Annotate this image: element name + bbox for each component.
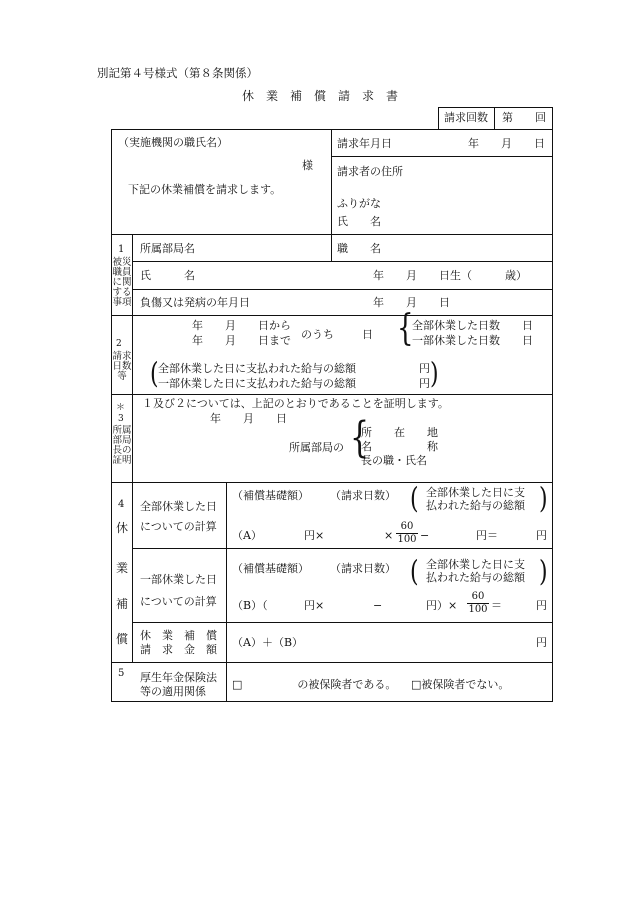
claim-days-label-b: （請求日数） [330,562,396,575]
total-formula: （A）＋（B） [232,636,304,649]
section2-number: 2 [116,339,122,349]
section1-number: 1 [118,244,125,255]
request-date-value: 年 月 日 [468,137,545,150]
total-yen: 円 [536,636,547,649]
full-calc-label-2: についての計算 [140,520,217,533]
calc-a-fraction [396,522,418,545]
pay-left-paren: ( [150,358,159,391]
full-calc-label-1: 全部休業した日 [140,500,217,513]
section3-star: ＊ [116,403,126,413]
calc-b-fraction [467,592,489,615]
partial-calc-label-2: についての計算 [140,595,217,608]
top-vertical-divider [331,129,332,261]
paid-right-paren-a: ) [539,483,548,516]
calc-b-label: （B）（ [232,599,268,612]
partial-pay-label: 一部休業した日に支払われた給与の総額 [158,377,356,390]
calc-b-frac-num: 60 [471,591,485,602]
certification-date: 年 月 日 [210,412,287,425]
paid-left-paren-a: ( [410,483,419,516]
date-row-divider [331,156,552,157]
calc-a-yen: 円 [536,529,547,542]
section4-top-line [111,482,552,483]
count-label: 請求回数 [444,111,488,124]
section3-side-label: 所属部局長の証明 [112,425,132,466]
department-label: 所属部局名 [140,242,195,255]
calc-a-frac-num: 60 [400,521,414,532]
section4-side-divider [132,482,133,662]
side-column-divider [132,234,133,482]
claim-days-label-a: （請求日数） [330,489,396,502]
base-amount-label-a: （補償基礎額） [232,489,309,502]
insurance-label-1: 厚生年金保険法 [140,671,217,684]
calc-a-frac-den: 100 [397,534,417,545]
section4-number: 4 [118,499,125,510]
section3-number: 3 [118,414,124,424]
agency-label: （実施機関の職氏名） [118,136,228,149]
calc-b-yen-times: 円× [304,599,325,612]
days-label: 日 [362,328,373,341]
sama-label: 様 [302,159,313,172]
count-value: 第 回 [502,111,546,124]
dept-name-label: 名 称 [361,440,438,453]
full-days: 全部休業した日数 日 [412,319,533,332]
partial-days: 一部休業した日数 日 [412,334,533,347]
full-paid-a-line2: 払われた給与の総額 [426,499,525,512]
count-box-left [438,107,439,129]
form-number-label: 別記第４号様式（第８条関係） [97,66,258,80]
partial-paid-b-line1: 全部休業した日に支 [426,558,525,571]
birth-date: 年 月 日生（ 歳） [373,269,527,282]
label-column-divider [226,482,227,701]
partial-paid-b-line2: 払われた給与の総額 [426,571,525,584]
address-label: 請求者の住所 [337,165,403,178]
dept-location-label: 所 在 地 [361,426,438,439]
furigana-label: ふりがな [337,197,381,210]
post-label: 職 名 [337,242,381,255]
calc-b-yen: 円 [536,599,547,612]
dept-head-label: 長の職・氏名 [361,454,427,467]
calc-a-yen-times: 円× [304,529,325,542]
insurance-label-2: 等の適用関係 [140,685,206,698]
calc-b-yen-paren-times: 円）× [426,599,458,612]
total-label-2: 請 求 金 額 [140,643,217,656]
section3-top-line [111,394,552,395]
section4-row-line-1 [132,548,552,549]
uchi-label: のうち [301,328,334,341]
count-box-top [438,107,552,108]
calc-b-minus: − [373,599,383,612]
paid-left-paren-b: ( [410,556,419,589]
section1-row-line-2 [132,289,552,290]
request-text: 下記の休業補償を請求します。 [128,183,282,196]
not-insured-option: □被保険者でない。 [411,678,510,691]
dept-prefix: 所属部局の [289,441,344,454]
paid-right-paren-b: ) [539,556,548,589]
insured-option: □ の被保険者である。 [232,678,397,691]
request-date-label: 請求年月日 [337,137,392,150]
employee-name-label: 氏 名 [140,269,195,282]
table-right-border [552,107,553,701]
injury-date-value: 年 月 日 [373,296,450,309]
calc-a-label: （A） [232,529,262,542]
calc-a-minus: − [420,529,430,542]
claimant-name-label: 氏 名 [337,215,381,228]
section1-top-line [111,234,552,235]
section4-row-line-2 [132,622,552,623]
section4-char-4: 償 [116,632,129,646]
calc-a-times: × [384,529,394,542]
base-amount-label-b: （補償基礎額） [232,562,309,575]
table-left-border [111,129,112,701]
section4-char-2: 業 [116,561,129,575]
table-bottom-border [111,701,553,702]
partial-calc-label-1: 一部休業した日 [140,573,217,586]
section4-char-3: 補 [116,597,129,611]
pay-right-paren: ) [430,358,439,391]
section2-side-label: 請求日数等 [112,351,132,382]
period-to: 年 月 日まで [192,334,291,347]
section2-top-line [111,315,552,316]
full-pay-label: 全部休業した日に支払われた給与の総額 [158,362,356,375]
calc-b-equals: ＝ [491,599,502,612]
section1-row-line-1 [132,261,552,262]
full-pay-yen: 円 [419,362,430,375]
dept-brace: { [350,413,370,463]
section4-char-1: 休 [116,521,129,535]
total-label-1: 休 業 補 償 [140,629,217,642]
days-brace: { [397,308,414,350]
section1-side-label: 被災職員に関する事項 [112,257,132,308]
calc-a-yen-equals: 円＝ [476,529,498,542]
section5-top-line [111,662,552,663]
full-paid-a-line1: 全部休業した日に支 [426,486,525,499]
partial-pay-yen: 円 [419,377,430,390]
injury-date-label: 負傷又は発病の年月日 [140,296,250,309]
certification-text: １及び２については、上記のとおりであることを証明します。 [142,397,449,410]
count-box-divider [494,107,495,129]
calc-b-frac-den: 100 [468,604,488,615]
section5-number: 5 [118,668,125,679]
form-title: 休 業 補 償 請 求 書 [242,89,399,103]
period-from: 年 月 日から [192,319,291,332]
